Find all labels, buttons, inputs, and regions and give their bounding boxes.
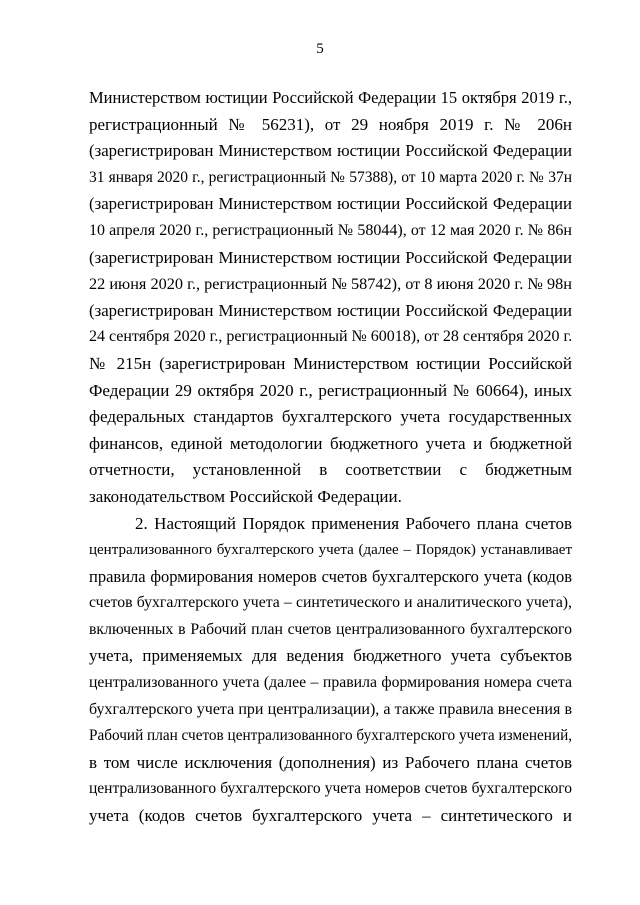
paragraph-2 bbox=[89, 511, 572, 830]
text-line: счетов бухгалтерского учета – синтетического и аналитического учета), bbox=[89, 594, 572, 612]
text-line: (зарегистрирован Министерством юстиции Российской Федерации bbox=[89, 247, 572, 267]
text-line: 2. Настоящий Порядок применения Рабочего плана счетов bbox=[135, 513, 572, 533]
text-line: включенных в Рабочий план счетов централизованного бухгалтерского bbox=[89, 620, 572, 638]
text-line: бухгалтерского учета при централизации), а также правила внесения в bbox=[89, 700, 572, 718]
text-line: Министерством юстиции Российской Федерации 15 октября 2019 г., bbox=[89, 88, 572, 107]
text-line: в том числе исключения (дополнения) из Рабочего плана счетов bbox=[89, 752, 572, 772]
text-line: 10 апреля 2020 г., регистрационный № 58044), от 12 мая 2020 г. № 86н bbox=[89, 221, 572, 239]
text-line: учета (кодов счетов бухгалтерского учета – синтетического и bbox=[89, 806, 572, 826]
text-line: отчетности, установленной в соответствии с бюджетным bbox=[89, 460, 572, 480]
text-line: централизованного бухгалтерского учета номеров счетов бухгалтерского bbox=[89, 780, 572, 798]
text-line: Рабочий план счетов централизованного бухгалтерского учета изменений, bbox=[89, 727, 572, 745]
text-line: (зарегистрирован Министерством юстиции Российской Федерации bbox=[89, 194, 572, 214]
text-line: централизованного бухгалтерского учета (далее – Порядок) устанавливает bbox=[89, 542, 572, 559]
text-line: учета, применяемых для ведения бюджетного учета субъектов bbox=[89, 646, 572, 666]
text-line: (зарегистрирован Министерством юстиции Российской Федерации bbox=[89, 300, 572, 320]
text-line: законодательством Российской Федерации. bbox=[89, 486, 402, 506]
text-line: 22 июня 2020 г., регистрационный № 58742), от 8 июня 2020 г. № 98н bbox=[89, 275, 572, 294]
text-line: № 215н (зарегистрирован Министерством юстиции Российской bbox=[89, 353, 572, 373]
text-line: централизованного учета (далее – правила формирования номера счета bbox=[89, 674, 572, 692]
text-line: регистрационный № 56231), от 29 ноября 2019 г. № 206н bbox=[89, 114, 572, 134]
text-line: правила формирования номеров счетов бухгалтерского учета (кодов bbox=[89, 566, 572, 586]
document-body bbox=[89, 85, 572, 830]
text-line: 24 сентября 2020 г., регистрационный № 60018), от 28 сентября 2020 г. bbox=[89, 328, 572, 346]
text-line: Федерации 29 октября 2020 г., регистрационный № 60664), иных bbox=[89, 380, 572, 400]
text-line: 31 января 2020 г., регистрационный № 57388), от 10 марта 2020 г. № 37н bbox=[89, 168, 572, 186]
page-number: 5 bbox=[316, 41, 324, 57]
text-line: (зарегистрирован Министерством юстиции Российской Федерации bbox=[89, 141, 572, 161]
text-line: федеральных стандартов бухгалтерского учета государственных bbox=[89, 407, 572, 427]
paragraph-1 bbox=[89, 85, 572, 511]
text-line: финансов, единой методологии бюджетного учета и бюджетной bbox=[89, 433, 572, 453]
